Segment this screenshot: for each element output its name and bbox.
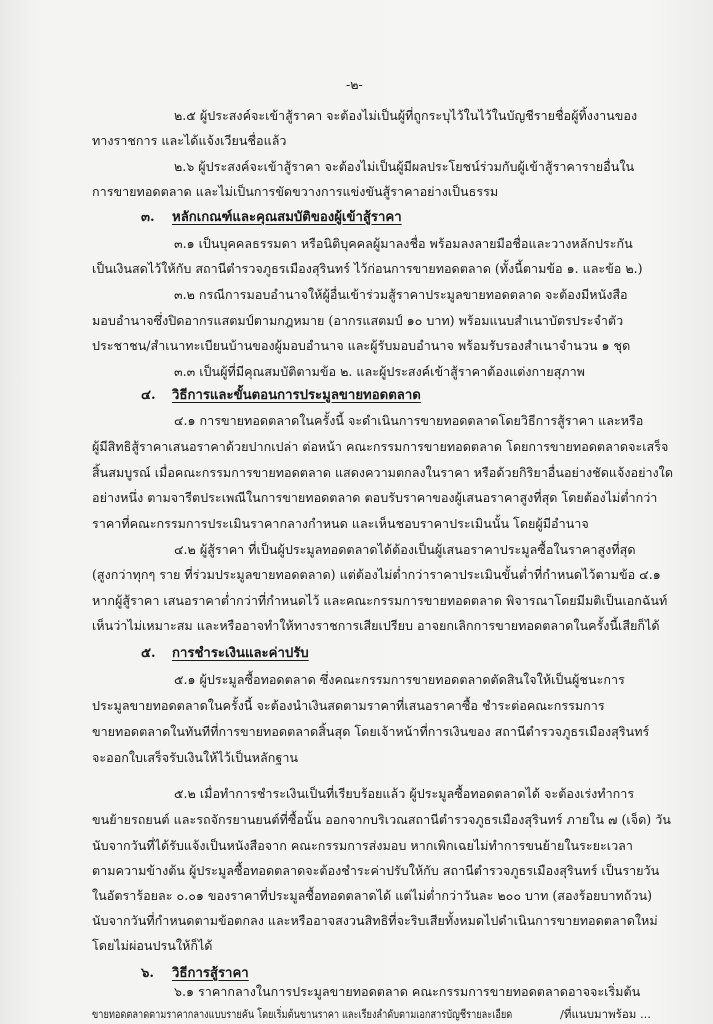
paragraph-line: สิ้นสมบูรณ์ เมื่อคณะกรรมการขายทอดตลาด แสดงความตกลงในราคา หรือด้วยกิริยาอื่นอย่างชัดแจ้งอย่างใด [92,465,674,480]
section-number: ๓. [141,210,155,225]
paragraph-line: ๖.๑ ราคากลางในการประมูลขายทอดตลาด คณะกรรมการขายทอดตลาดอาจจะเริ่มต้น [174,984,641,999]
paragraph-line: เป็นเงินสดไว้ให้กับ สถานีตำรวจภูธรเมืองสุรินทร์ ไว้ก่อนการขายทอดตลาด (ทั้งนี้ตามข้อ ๑. และข้อ ๒.) [92,261,643,276]
paragraph-line: ประชาชน/สำเนาทะเบียนบ้านของผู้มอบอำนาจ และผู้รับมอบอำนาจ พร้อมรับรองสำเนาจำนวน ๑ ชุด [92,338,631,353]
paragraph-line: นับจากวันที่กำหนดตามข้อตกลง และหรืออาจสงวนสิทธิที่จะริบเสียทั้งหมดไปดำเนินการขายทอดตลาดใหม่ [92,913,658,928]
section-number: ๔. [141,388,156,403]
paragraph-line: ทางราชการ และได้แจ้งเวียนชื่อแล้ว [92,133,287,148]
paragraph-line: ๒.๖ ผู้ประสงค์จะเข้าสู้ราคา จะต้องไม่เป็นผู้มีผลประโยชน์ร่วมกับผู้เข้าสู้ราคารายอื่นใน [174,159,635,174]
page-number: -๒- [346,77,363,92]
paragraph-line: ขายทอดตลาดตามราคากลางแบบรายคัน โดยเริ่มต้นขานราคา และเรียงลำดับตามเอกสารบัญชีรายละเอียด [92,1007,513,1021]
paragraph-line: ตามความข้างต้น ผู้ประมูลซื้อทอดตลาดจะต้องชำระค่าปรับให้กับ สถานีตำรวจภูธรเมืองสุรินทร์ เป็นรายวัน [92,863,660,878]
continuation-note: /ที่แนบมาพร้อม ... [560,1007,651,1021]
paragraph-line: ประมูลขายทอดตลาดในครั้งนี้ จะต้องนำเงินสดตามราคาที่เสนอราคาซื้อ ชำระต่อคณะกรรมการ [92,698,605,713]
paragraph-line: ๓.๒ กรณีการมอบอำนาจให้ผู้อื่นเข้าร่วมสู้ราคาประมูลขายทอดตลาด จะต้องมีหนังสือ [174,287,628,302]
paragraph-line: ๔.๒ ผู้สู้ราคา ที่เป็นผู้ประมูลทอดตลาดได้ต้องเป็นผู้เสนอราคาประมูลซื้อในราคาสูงที่สุด [174,542,636,557]
paragraph-line: ราคาที่คณะกรรมการประเมินราคากลางกำหนด และเห็นชอบราคาประเมินนั้น โดยผู้มีอำนาจ [92,516,589,531]
paragraph-line: ๓.๑ เป็นบุคคลธรรมดา หรือนิติบุคคลผู้มาลงชื่อ พร้อมลงลายมือชื่อและวางหลักประกัน [174,236,633,251]
paragraph-line: ๕.๑ ผู้ประมูลซื้อทอดตลาด ซึ่งคณะกรรมการขายทอดตลาดตัดสินใจให้เป็นผู้ชนะการ [174,672,625,687]
paragraph-line: การขายทอดตลาด และไม่เป็นการขัดขวางการแข่งขันสู้ราคาอย่างเป็นธรรม [92,184,499,199]
paragraph-line: ขายทอดตลาดในทันทีที่การขายทอดตลาดสิ้นสุด โดยเจ้าหน้าที่การเงินของ สถานีตำรวจภูธรเมืองสุรินทร์ [92,724,650,739]
paragraph-line: มอบอำนาจซึ่งปิดอากรแสตมป์ตามกฎหมาย (อากรแสตมป์ ๑๐ บาท) พร้อมแนบสำเนาบัตรประจำตัว [92,313,624,328]
paragraph-line: (สูงกว่าทุกๆ ราย ที่ร่วมประมูลขายทอดตลาด) แต่ต้องไม่ต่ำกว่าราคาประเมินขั้นต่ำที่กำหนดไว้ตามข้อ ๔.๑ [92,567,661,582]
section-number: ๖. [141,966,154,981]
paragraph-line: ขนย้ายรถยนต์ และรถจักรยานยนต์ที่ซื้อนั้น ออกจากบริเวณสถานีตำรวจภูธรเมืองสุรินทร์ ภายใน ๗ (เจ็ด) วัน [92,812,671,827]
paragraph-line: ๓.๓ เป็นผู้ที่มีคุณสมบัติตามข้อ ๒. และผู้ประสงค์เข้าสู้ราคาต้องแต่งกายสุภาพ [174,364,585,379]
paragraph-line: ๒.๕ ผู้ประสงค์จะเข้าสู้ราคา จะต้องไม่เป็นผู้ที่ถูกระบุไว้ในไว้ในบัญชีรายชื่อผู้ทิ้งงานของ [174,108,638,123]
section-number: ๕. [141,646,156,661]
paragraph-line: หากผู้สู้ราคา เสนอราคาต่ำกว่าที่กำหนดไว้ และคณะกรรมการขายทอดตลาด พิจารณาโดยมีมติเป็นเอกฉันท์ [92,593,668,608]
section-heading: การชำระเงินและค่าปรับ [172,646,309,661]
paragraph-line: ผู้มีสิทธิสู้ราคาเสนอราคาด้วยปากเปล่า ต่อหน้า คณะกรรมการขายทอดตลาด โดยการขายทอดตลาดจะเสร็จ [92,439,669,454]
paragraph-line: นับจากวันที่ได้รับแจ้งเป็นหนังสือจาก คณะกรรมการส่งมอบ หากเพิกเฉยไม่ทำการขนย้ายในระยะเวลา [92,838,633,853]
paragraph-line: เห็นว่าไม่เหมาะสม และหรืออาจทำให้ทางราชการเสียเปรียบ อาจยกเลิกการขายทอดตลาดในครั้งนี้เสียก็ได้ [92,618,660,633]
paragraph-line: ๔.๑ การขายทอดตลาดในครั้งนี้ จะดำเนินการขายทอดตลาดโดยวิธีการสู้ราคา และหรือ [174,413,644,428]
paragraph-line: จะออกใบเสร็จรับเงินให้ไว้เป็นหลักฐาน [92,750,299,765]
section-heading: วิธีการและขั้นตอนการประมูลขายทอดตลาด [172,388,421,403]
paragraph-line: ในอัตราร้อยละ ๐.๐๑ ของราคาที่ประมูลซื้อทอดตลาดได้ แต่ไม่ต่ำกว่าวันละ ๒๐๐ บาท (สองร้อยบาทถ้วน) [92,888,652,903]
section-heading: หลักเกณฑ์และคุณสมบัติของผู้เข้าสู้ราคา [172,210,402,225]
paragraph-line: ๕.๒ เมื่อทำการชำระเงินเป็นที่เรียบร้อยแล้ว ผู้ประมูลซื้อทอดตลาดได้ จะต้องเร่งทำการ [174,786,635,801]
paragraph-line: อย่างหนึ่ง ตามจารีตประเพณีในการขายทอดตลาด ตอบรับราคาของผู้เสนอราคาสูงที่สุด โดยต้องไม่ต่ำกว่า [92,490,658,505]
paragraph-line: โดยไม่ผ่อนปรนให้ก็ได้ [92,938,213,953]
section-heading: วิธีการสู้ราคา [172,966,249,981]
